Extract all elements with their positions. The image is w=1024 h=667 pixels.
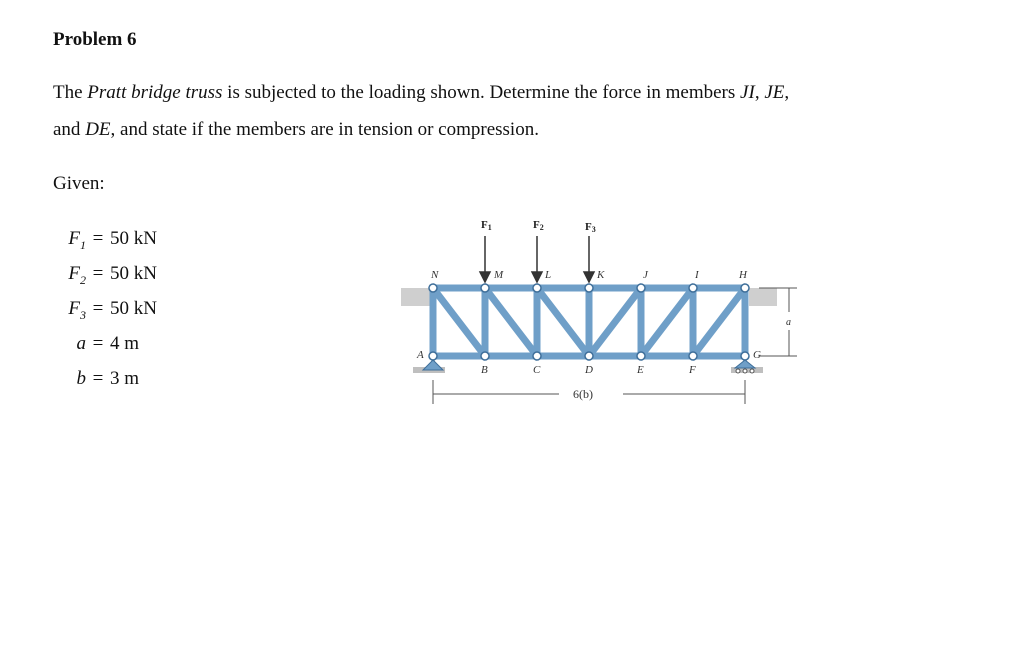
truss-name: Pratt bridge truss xyxy=(87,82,223,103)
load-arrowhead-f2 xyxy=(532,272,542,282)
node-label-n: N xyxy=(431,269,439,281)
joint-h xyxy=(741,284,749,292)
variable-symbol: $F_3$ xyxy=(68,298,86,322)
joint-d xyxy=(585,352,593,360)
statement-text: , and state if the members are in tension or compression. xyxy=(110,119,539,140)
variable-symbol: b xyxy=(76,368,86,389)
given-f2-row xyxy=(57,256,157,291)
variable-value: 3 m xyxy=(110,368,140,389)
joint-j xyxy=(637,284,645,292)
equals-sign: = xyxy=(92,368,104,389)
node-label-c: C xyxy=(533,364,541,376)
member-name-de: DE xyxy=(85,119,111,140)
load-label-f2: F2 xyxy=(533,219,544,232)
node-label-b: B xyxy=(481,364,488,376)
member-ei xyxy=(641,288,693,356)
joint-l xyxy=(533,284,541,292)
roller-wheel xyxy=(743,369,747,373)
member-ld xyxy=(537,288,589,356)
node-label-a: A xyxy=(417,349,424,361)
node-label-i: I xyxy=(695,269,699,281)
statement-text: The xyxy=(53,82,88,103)
problem-title: Problem 6 xyxy=(53,29,137,50)
joint-g xyxy=(741,352,749,360)
given-label: Given: xyxy=(53,173,105,194)
node-label-f: F xyxy=(689,364,696,376)
member-mc xyxy=(485,288,537,356)
load-label-f3: F3 xyxy=(585,221,596,234)
statement-separator: , xyxy=(784,82,790,103)
right-wall-ground xyxy=(749,288,777,306)
joint-i xyxy=(689,284,697,292)
equals-sign: = xyxy=(92,228,104,249)
joint-c xyxy=(533,352,541,360)
load-label-f1: F1 xyxy=(481,219,492,232)
joint-m xyxy=(481,284,489,292)
node-label-m: M xyxy=(494,269,504,281)
roller-wheel xyxy=(750,369,754,373)
member-name-je: JE xyxy=(764,82,785,103)
truss-figure xyxy=(397,212,807,412)
joint-e xyxy=(637,352,645,360)
given-values-list xyxy=(57,221,157,396)
given-a-row xyxy=(57,326,157,361)
joint-f xyxy=(689,352,697,360)
given-f1-row xyxy=(57,221,157,256)
load-arrowhead-f3 xyxy=(584,272,594,282)
node-label-e: E xyxy=(637,364,644,376)
equals-sign: = xyxy=(92,263,104,284)
given-b-row xyxy=(57,361,157,396)
variable-symbol: $F_2$ xyxy=(68,263,86,287)
variable-value: 50 kN xyxy=(110,228,157,249)
variable-value: 50 kN xyxy=(110,263,157,284)
height-dimension-label: a xyxy=(786,317,791,328)
truss-members xyxy=(433,288,745,356)
node-label-j: J xyxy=(643,269,648,281)
node-label-h: H xyxy=(739,269,747,281)
equals-sign: = xyxy=(92,333,104,354)
member-dj xyxy=(589,288,641,356)
load-labels xyxy=(481,219,596,234)
variable-symbol: $F_1$ xyxy=(68,228,86,252)
problem-statement xyxy=(53,74,953,148)
joint-b xyxy=(481,352,489,360)
left-wall-ground xyxy=(401,288,431,306)
statement-separator: , xyxy=(754,82,765,103)
statement-text: and xyxy=(53,119,86,140)
joint-k xyxy=(585,284,593,292)
given-f3-row xyxy=(57,291,157,326)
joint-a xyxy=(429,352,437,360)
node-label-d: D xyxy=(585,364,593,376)
load-arrowhead-f1 xyxy=(480,272,490,282)
variable-value: 4 m xyxy=(110,333,140,354)
node-label-k: K xyxy=(597,269,605,281)
span-dimension-label: 6(b) xyxy=(573,387,593,401)
pin-support-icon xyxy=(423,360,443,370)
statement-text: is subjected to the loading shown. Determine the force in members xyxy=(222,82,741,103)
node-label-g: G xyxy=(753,349,761,361)
truss-diagram xyxy=(397,212,807,412)
variable-symbol: a xyxy=(76,333,86,354)
joint-n xyxy=(429,284,437,292)
member-fh xyxy=(693,288,745,356)
variable-value: 50 kN xyxy=(110,298,157,319)
roller-wheels-icon xyxy=(736,369,754,373)
node-label-l: L xyxy=(545,269,552,281)
roller-support-icon xyxy=(735,360,755,368)
member-name-ji: JI xyxy=(740,82,755,103)
member-nb xyxy=(433,288,485,356)
roller-wheel xyxy=(736,369,740,373)
equals-sign: = xyxy=(92,298,104,319)
